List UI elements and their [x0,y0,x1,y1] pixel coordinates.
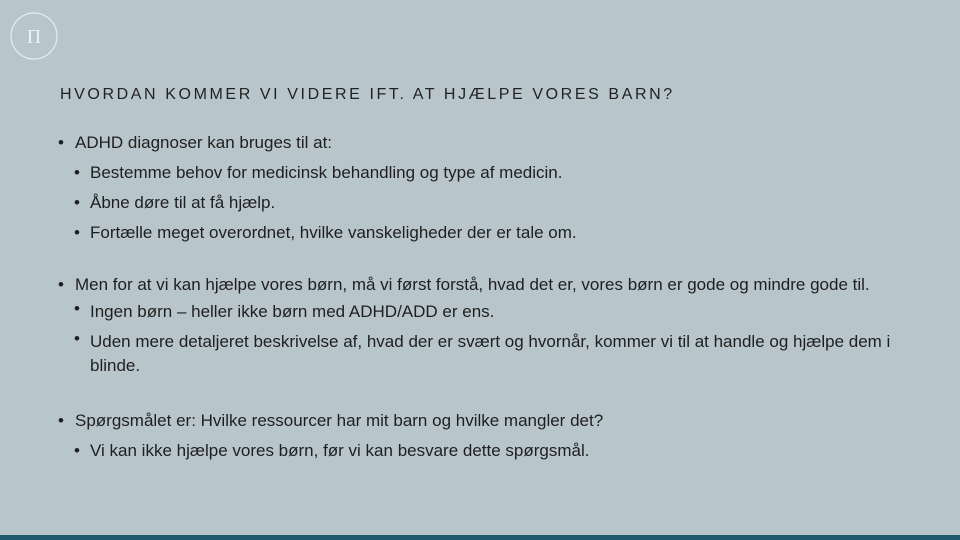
bullet-1-sub-2: • Åbne døre til at få hjælp. [74,188,908,218]
bullet-1-sub-1: • Bestemme behov for medicinsk behandling og type af medicin. [74,158,908,188]
bullet-3: • Spørgsmålet er: Hvilke ressourcer har mit barn og hvilke mangler det? [58,406,908,436]
spacer [58,248,908,273]
bullet-3-sub-1: • Vi kan ikke hjælpe vores børn, før vi kan besvare dette spørgsmål. [74,436,908,466]
slide-content [58,128,908,466]
bullet-1-sub-3: • Fortælle meget overordnet, hvilke vanskeligheder der er tale om. [74,218,908,248]
logo-circle-icon [10,12,58,60]
bullet-2: • Men for at vi kan hjælpe vores børn, må vi først forstå, hvad det er, vores børn er gode og mindre gode til. [58,273,908,297]
slide-title: HVORDAN KOMMER VI VIDERE IFT. AT HJÆLPE VORES BARN? [60,86,675,103]
logo-text: Π [26,26,42,48]
bullet-1: • ADHD diagnoser kan bruges til at: [58,128,908,158]
bullet-2-sub-2: • Uden mere detaljeret beskrivelse af, hvad der er svært og hvornår, kommer vi til at handle og hjælpe dem i blinde. [74,327,908,381]
spacer [58,381,908,406]
bottom-accent-bar [0,535,960,540]
bullet-2-sub-1: • Ingen børn – heller ikke børn med ADHD/ADD er ens. [74,297,908,327]
logo [10,12,58,60]
